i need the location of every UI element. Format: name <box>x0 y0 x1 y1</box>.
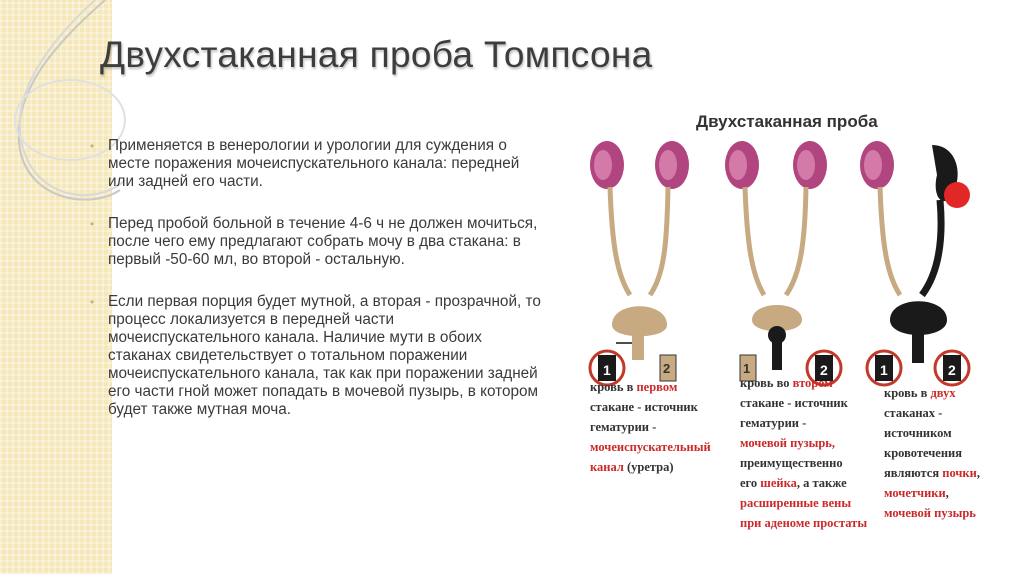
caption-3: кровь в двух стаканах - источником кровотечения являются почки, мочетчики, мочевой пузырь <box>884 386 980 520</box>
bullet-text: Перед пробой больной в течение 4-6 ч не должен мочиться, после чего ему предлагают собрать мочу в два стакана: в первый -50-60 мл, во второй - остальную. <box>108 215 538 268</box>
caption-2: кровь во втором стакане - источник гематурии - мочевой пузырь, преимущественно его шейка, а также расширенные вены при аденоме простаты <box>740 376 868 530</box>
bullet-icon: • <box>90 139 95 153</box>
svg-text:1: 1 <box>743 361 751 376</box>
svg-text:2: 2 <box>948 362 956 378</box>
diagram-3 <box>860 141 970 363</box>
svg-text:1: 1 <box>603 362 611 378</box>
svg-text:2: 2 <box>820 362 828 378</box>
bullet-text: Применяется в венерологии и урологии для суждения о месте поражения мочеиспускательного канала: передней или задней его части. <box>108 137 520 190</box>
bullet-list <box>88 137 548 443</box>
diagram-1 <box>590 141 689 360</box>
figure-panel <box>572 105 1004 535</box>
urinary-diagrams <box>572 135 1004 395</box>
svg-text:2: 2 <box>663 361 671 376</box>
bullet-text: Если первая порция будет мутной, а вторая - прозрачной, то процесс локализуется в передней части мочеиспускательного канала. Наличие мути в обоих стаканах свидетельствует о тотальном поражении мочеиспускательного канала, так как при поражении задней его части гной может попадать в мочевой пузырь, в котором будет также мутная моча. <box>108 293 541 418</box>
bullet-icon: • <box>90 217 95 231</box>
caption-1: кровь в первом стакане - источник гематурии - мочеиспускательный канал (уретра) <box>590 380 711 474</box>
bullet-item <box>88 215 548 269</box>
bullet-icon: • <box>90 295 95 309</box>
svg-text:1: 1 <box>880 362 888 378</box>
slide-title: Двухстаканная проба Томпсона <box>100 34 653 75</box>
bullet-item <box>88 293 548 419</box>
bullet-item <box>88 137 548 191</box>
diagram-2 <box>725 141 827 370</box>
figure-title: Двухстаканная проба <box>696 112 878 131</box>
